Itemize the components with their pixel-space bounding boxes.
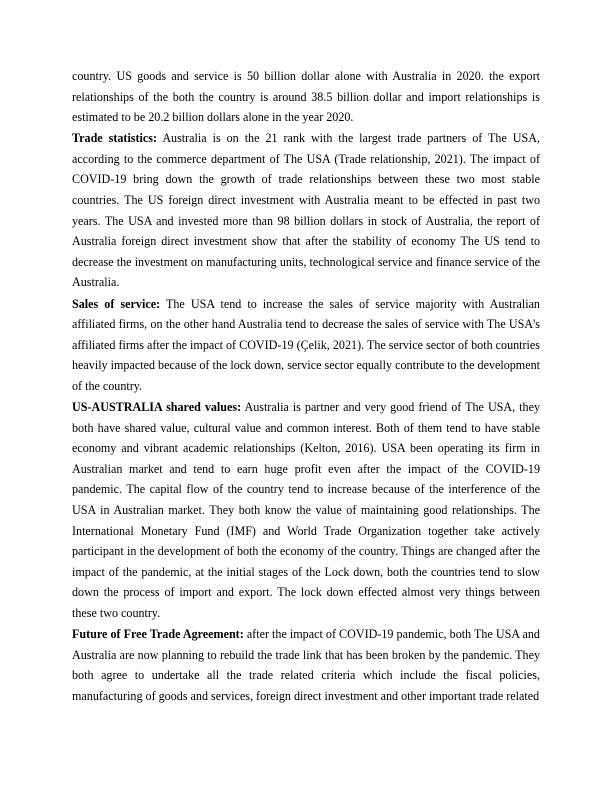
paragraph-text: Australia is partner and very good friend of The USA, they both have shared value, cultural value and common interest. Both of them tend to have stable economy and vibrant academic relationships (Kelton, 2016). USA been operating its firm in Australian market and tend to earn huge profit even after the impact of the COVID-19 pandemic. The capital flow of the country tend to increase because of the interference of the USA in Australian market. They both know the value of maintaining good relationships. The International Monetary Fund (IMF) and World Trade Organization together take actively participant in the development of both the economy of the country. Things are changed after the impact of the pandemic, at the initial stages of the Lock down, both the countries tend to slow down the process of import and export. The lock down effected almost very things between these two country.	[72, 400, 540, 620]
document-page	[72, 66, 540, 706]
paragraph-shared-values	[72, 397, 540, 624]
section-heading-shared-values: US-AUSTRALIA shared values:	[72, 400, 242, 414]
section-heading-free-trade-agreement: Future of Free Trade Agreement:	[72, 627, 244, 642]
paragraph-text: after the impact of COVID-19 pandemic, both The USA and Australia are now planning to rebuild the trade link that has been broken by the pandemic. They both agree to undertake all the trade related criteria which include the fiscal policies, manufacturing of goods and services, foreign direct investment and other important trade related	[72, 627, 540, 703]
section-heading-trade-statistics: Trade statistics:	[72, 131, 158, 146]
paragraph-text: The USA tend to increase the sales of service majority with Australian affiliated firms, on the other hand Australia tend to decrease the sales of service with The USA's affiliated firms after the impact of COVID-19 (Çelik, 2021). The service sector of both countries heavily impacted because of the lock down, service sector equally contribute to the development of the country.	[72, 296, 540, 393]
paragraph-sales-of-service	[72, 294, 540, 397]
paragraph-trade-statistics	[72, 128, 540, 293]
paragraph-text: country. US goods and service is 50 billion dollar alone with Australia in 2020. the export relationships of the both the country is around 38.5 billion dollar and import relationships is estimated to be 20.2 billion dollars alone in the year 2020.	[72, 69, 540, 125]
paragraph-text: Australia is on the 21 rank with the largest trade partners of The USA, according to the commerce department of The USA (Trade relationship, 2021). The impact of COVID-19 bring down the growth of trade relationships between these two most stable countries. The US foreign direct investment with Australia meant to be effected in past two years. The USA and invested more than 98 billion dollars in stock of Australia, the report of Australia foreign direct investment show that after the stability of economy The US tend to decrease the investment on manufacturing units, technological service and finance service of the Australia.	[72, 131, 540, 290]
section-heading-sales-of-service: Sales of service:	[72, 296, 161, 311]
paragraph-free-trade-agreement	[72, 624, 540, 706]
paragraph-export-import-figures	[72, 66, 540, 128]
